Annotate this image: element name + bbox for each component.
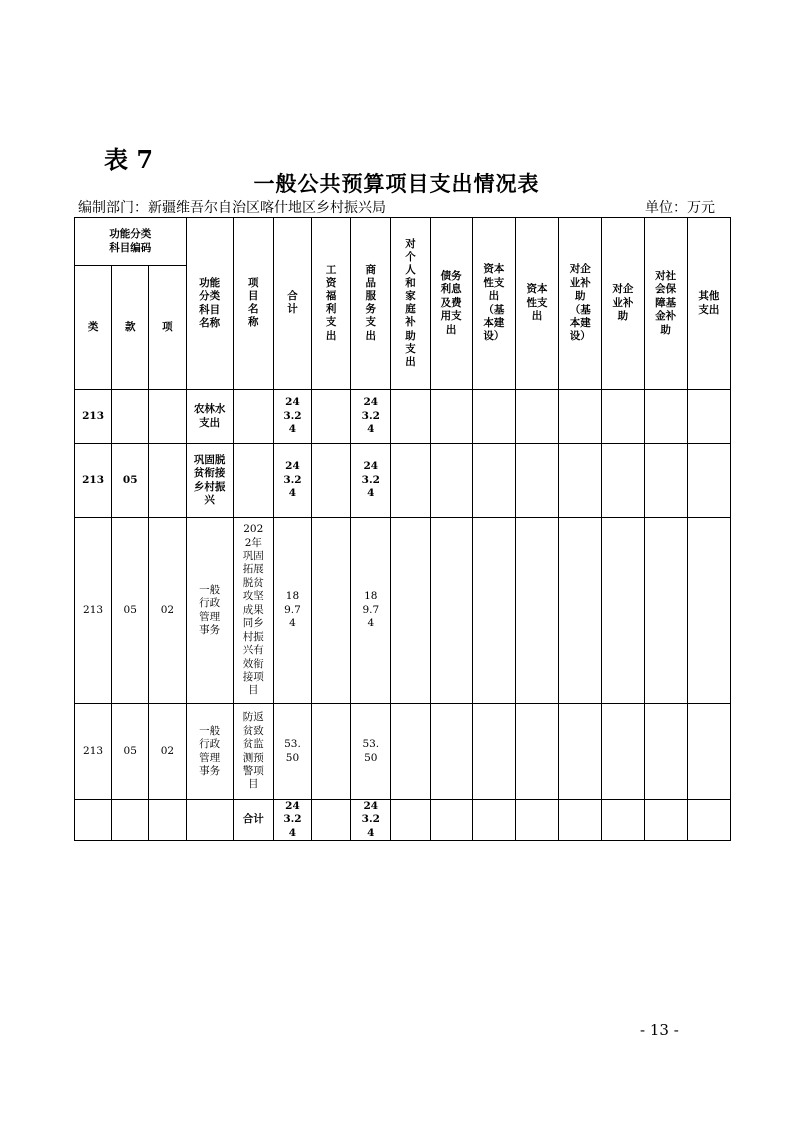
cell-lei <box>75 800 112 841</box>
cell-xiang <box>149 444 186 518</box>
cell-xiang: 02 <box>149 518 186 704</box>
cell-personal <box>391 704 430 800</box>
cell-social <box>644 704 687 800</box>
cell-enterprise-base <box>559 800 602 841</box>
cell-debt <box>430 704 472 800</box>
unit-label: 单位：万元 <box>645 200 715 216</box>
cell-capital <box>515 800 558 841</box>
header-salary: 工资福利支出 <box>312 218 351 390</box>
cell-enterprise <box>602 390 644 444</box>
cell-debt <box>430 518 472 704</box>
cell-lei: 213 <box>75 704 112 800</box>
cell-capital-base <box>472 518 515 704</box>
summary-total: 243.24 <box>273 800 311 841</box>
cell-capital <box>515 518 558 704</box>
cell-enterprise-base <box>559 390 602 444</box>
cell-function-name: 农林水支出 <box>186 390 233 444</box>
cell-social <box>644 390 687 444</box>
cell-personal <box>391 444 430 518</box>
department-label: 编制部门：新疆维吾尔自治区喀什地区乡村振兴局 <box>78 200 386 216</box>
cell-salary <box>312 444 351 518</box>
header-goods-services: 商品服务支出 <box>351 218 391 390</box>
page-number: - 13 - <box>640 1021 679 1039</box>
cell-social <box>644 518 687 704</box>
header-personal-subsidy: 对个人和家庭补助支出 <box>391 218 430 390</box>
cell-personal <box>391 518 430 704</box>
budget-table <box>74 217 731 841</box>
cell-other <box>687 444 730 518</box>
cell-function-name: 一般行政管理事务 <box>186 518 233 704</box>
header-project-name: 项目名称 <box>233 218 273 390</box>
header-capital: 资本性支出 <box>515 218 558 390</box>
table-row <box>75 390 731 444</box>
cell-total: 189.74 <box>273 518 311 704</box>
cell-total: 243.24 <box>273 390 311 444</box>
cell-enterprise <box>602 704 644 800</box>
cell-enterprise <box>602 800 644 841</box>
cell-lei: 213 <box>75 518 112 704</box>
table-number: 表 7 <box>104 145 154 174</box>
header-function-name: 功能分类科目名称 <box>186 218 233 390</box>
cell-salary <box>312 390 351 444</box>
cell-capital <box>515 444 558 518</box>
cell-personal <box>391 800 430 841</box>
cell-personal <box>391 390 430 444</box>
cell-enterprise-base <box>559 444 602 518</box>
cell-capital <box>515 390 558 444</box>
cell-salary <box>312 800 351 841</box>
header-kuan: 款 <box>112 266 149 390</box>
cell-project-name: 2022年巩固拓展脱贫攻坚成果同乡村振兴有效衔接项目 <box>233 518 273 704</box>
cell-capital-base <box>472 704 515 800</box>
cell-function-name: 巩固脱贫衔接乡村振兴 <box>186 444 233 518</box>
cell-goods: 243.24 <box>351 444 391 518</box>
cell-capital-base <box>472 800 515 841</box>
cell-debt <box>430 800 472 841</box>
cell-social <box>644 444 687 518</box>
header-xiang: 项 <box>149 266 186 390</box>
header-enterprise-subsidy-base: 对企业补助（基本建设） <box>559 218 602 390</box>
summary-goods: 243.24 <box>351 800 391 841</box>
header-lei: 类 <box>75 266 112 390</box>
cell-capital <box>515 704 558 800</box>
cell-project-name: 防返贫致贫监测预警项目 <box>233 704 273 800</box>
cell-salary <box>312 704 351 800</box>
cell-total: 243.24 <box>273 444 311 518</box>
cell-enterprise-base <box>559 704 602 800</box>
header-capital-base: 资本性支出（基本建设） <box>472 218 515 390</box>
table-row <box>75 518 731 704</box>
header-debt-interest: 债务利息及费用支出 <box>430 218 472 390</box>
cell-kuan: 05 <box>112 518 149 704</box>
table-row <box>75 444 731 518</box>
cell-kuan <box>112 800 149 841</box>
header-total: 合计 <box>273 218 311 390</box>
cell-kuan: 05 <box>112 704 149 800</box>
cell-kuan <box>112 390 149 444</box>
cell-capital-base <box>472 390 515 444</box>
cell-xiang <box>149 390 186 444</box>
cell-project-name <box>233 390 273 444</box>
cell-debt <box>430 444 472 518</box>
cell-function-name <box>186 800 233 841</box>
summary-label: 合计 <box>233 800 273 841</box>
cell-lei: 213 <box>75 444 112 518</box>
header-function-code: 功能分类科目编码 <box>75 218 187 266</box>
cell-goods: 53.50 <box>351 704 391 800</box>
page-title: 一般公共预算项目支出情况表 <box>253 171 540 196</box>
header-other: 其他支出 <box>687 218 730 390</box>
cell-function-name: 一般行政管理事务 <box>186 704 233 800</box>
cell-debt <box>430 390 472 444</box>
cell-goods: 189.74 <box>351 518 391 704</box>
cell-other <box>687 800 730 841</box>
summary-row <box>75 800 731 841</box>
table-row <box>75 704 731 800</box>
cell-goods: 243.24 <box>351 390 391 444</box>
cell-enterprise <box>602 518 644 704</box>
cell-other <box>687 390 730 444</box>
cell-total: 53.50 <box>273 704 311 800</box>
cell-enterprise-base <box>559 518 602 704</box>
cell-kuan: 05 <box>112 444 149 518</box>
cell-xiang <box>149 800 186 841</box>
cell-other <box>687 704 730 800</box>
cell-project-name <box>233 444 273 518</box>
cell-social <box>644 800 687 841</box>
cell-salary <box>312 518 351 704</box>
header-social-security: 对社会保障基金补助 <box>644 218 687 390</box>
cell-xiang: 02 <box>149 704 186 800</box>
cell-enterprise <box>602 444 644 518</box>
cell-other <box>687 518 730 704</box>
header-enterprise-subsidy: 对企业补助 <box>602 218 644 390</box>
cell-capital-base <box>472 444 515 518</box>
cell-lei: 213 <box>75 390 112 444</box>
header-row-1 <box>75 218 731 266</box>
